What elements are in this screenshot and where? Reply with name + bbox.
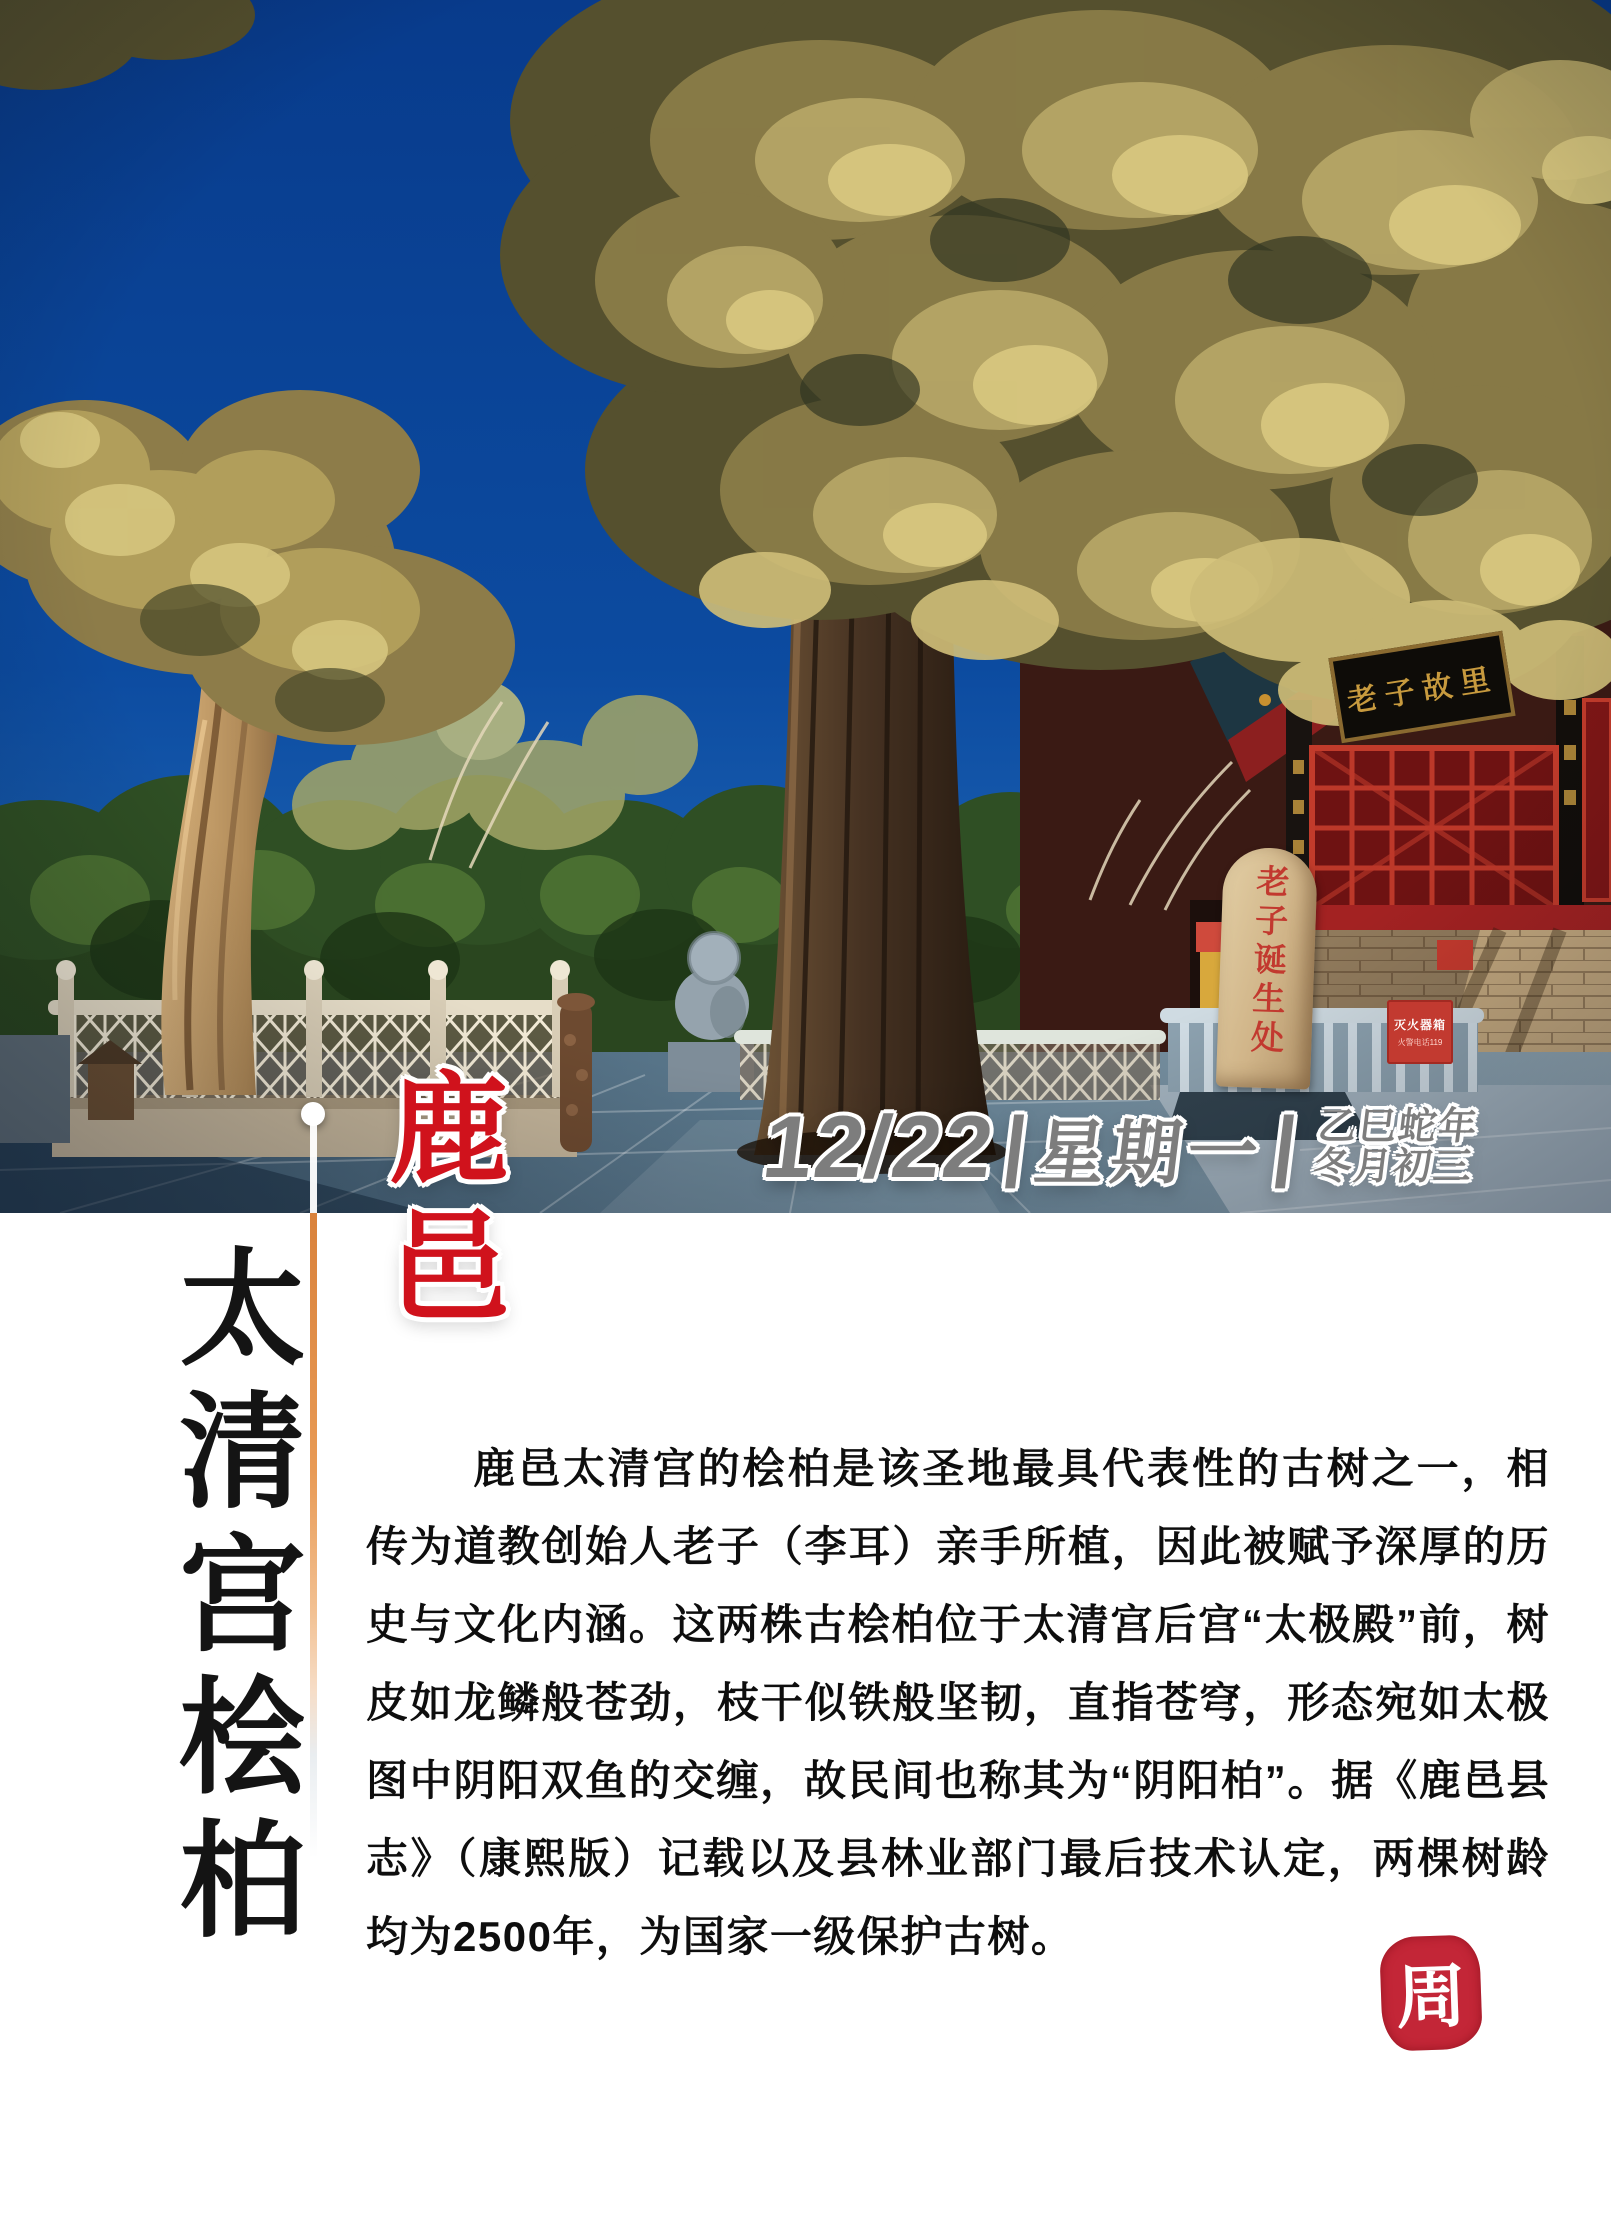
page-title-vertical: 太清宫桧柏 — [161, 1242, 300, 1957]
location-vertical-text: 鹿邑 — [372, 1066, 505, 1342]
lunar-date-label: 冬月初三 — [1310, 1146, 1477, 1188]
date-separator-1: | — [999, 1099, 1032, 1188]
timeline-line-white — [310, 1112, 317, 1213]
article-paragraph: 鹿邑太清宫的桧柏是该圣地最具代表性的古树之一，相传为道教创始人老子（李耳）亲手所植，因此被赋予深厚的历史与文化内涵。这两株古桧柏位于太清宫后宫“太极殿”前，树皮如龙鳞般苍劲，枝干似铁般坚韧，直指苍穹，形态宛如太极图中阴阳双鱼的交缠，故民间也称其为“阴阳柏”。据《鹿邑县志》（康熙版）记载以及县林业部门最后技术认定，两棵树龄均为2500年，为国家一级保护古树。 — [366, 1445, 1550, 1960]
date-separator-2: | — [1269, 1099, 1302, 1188]
lunar-year-label: 乙巳蛇年 — [1315, 1106, 1481, 1148]
red-seal-stamp — [1379, 1934, 1483, 2051]
stone-stele-text: 老子诞生处 — [1245, 863, 1289, 1060]
firebox-sublabel: 火警电话119 — [1397, 1038, 1443, 1047]
fire-extinguisher-box — [1387, 1000, 1453, 1064]
stone-stele — [1216, 846, 1318, 1089]
date-bar — [758, 1096, 1482, 1198]
seal-character: 周 — [1394, 1958, 1468, 2038]
firebox-label: 灭火器箱 — [1393, 1018, 1446, 1032]
date-number: 12/22 — [757, 1097, 1001, 1196]
weekday-label: 星期一 — [1030, 1113, 1269, 1192]
temple-plaque-text: 老子故里 — [1344, 662, 1501, 719]
